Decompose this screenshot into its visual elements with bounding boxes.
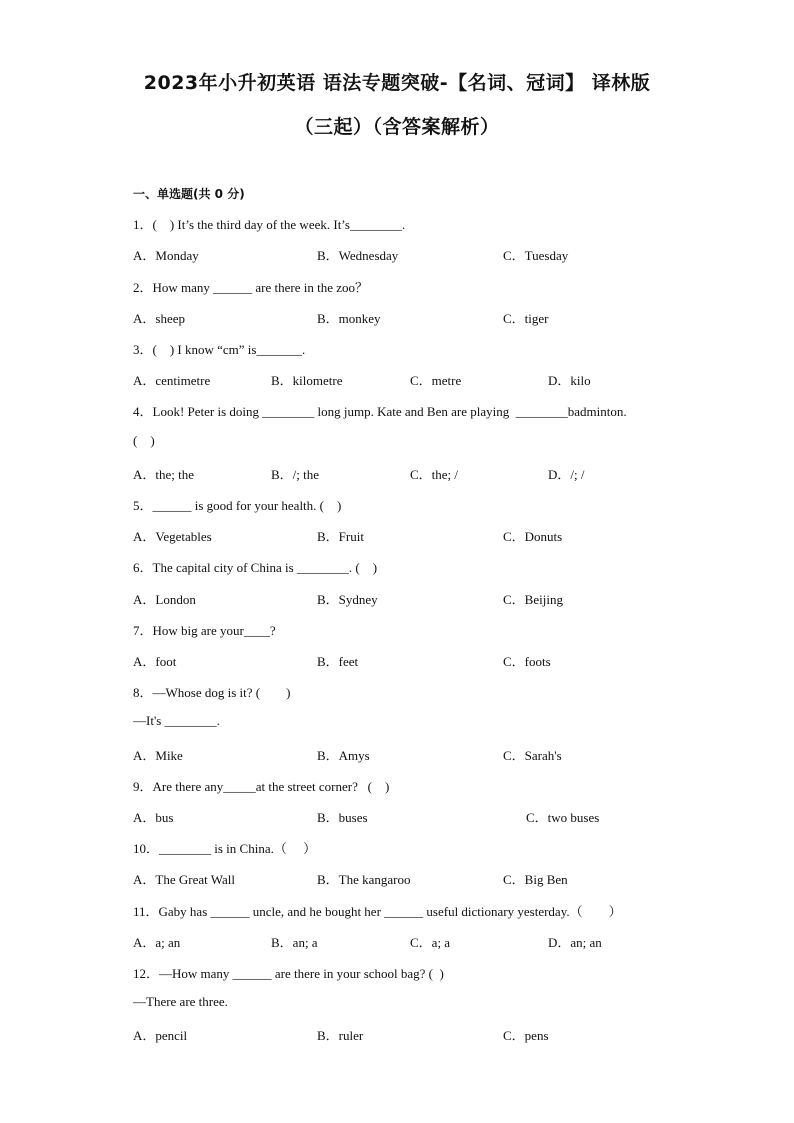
answer-option: A．Monday xyxy=(133,248,199,263)
answer-option: C．Beijing xyxy=(503,592,563,607)
answer-option: A．bus xyxy=(133,810,174,825)
question-stem: 10．________ is in China.（ ） xyxy=(133,841,317,856)
answer-option: B．kilometre xyxy=(271,373,343,388)
answer-option: A．Mike xyxy=(133,748,183,763)
answer-option: C．foots xyxy=(503,654,551,669)
answer-option: B．an; a xyxy=(271,935,318,950)
question-continuation: —It's ________. xyxy=(133,713,220,728)
answer-option: C．Donuts xyxy=(503,529,563,544)
question-stem: 1．( ) It’s the third day of the week. It’s________. xyxy=(133,217,406,232)
question-continuation: ( ) xyxy=(133,433,155,448)
answer-option: A．London xyxy=(133,592,196,607)
answer-option: A．sheep xyxy=(133,311,185,326)
answer-option: B．ruler xyxy=(317,1028,364,1043)
answer-option: B．buses xyxy=(317,810,368,825)
answer-option: D．an; an xyxy=(548,935,602,950)
question-stem: 2．How many ______ are there in the zoo？ xyxy=(133,280,369,295)
answer-option: A．centimetre xyxy=(133,373,211,388)
question-stem: 3．( ) I know “cm” is_______. xyxy=(133,342,306,357)
answer-option: C．two buses xyxy=(526,810,600,825)
question-continuation: —There are three. xyxy=(133,994,228,1009)
question-stem: 5．______ is good for your health. ( ) xyxy=(133,498,342,513)
question-stem: 8．—Whose dog is it? ( ) xyxy=(133,685,291,700)
answer-option: C．Big Ben xyxy=(503,872,568,887)
answer-option: A．pencil xyxy=(133,1028,188,1043)
document-title-line-1: 2023年小升初英语 语法专题突破-【名词、冠词】 译林版 xyxy=(143,72,651,94)
question-stem: 6．The capital city of China is ________. ( ) xyxy=(133,560,378,575)
answer-option: A．foot xyxy=(133,654,177,669)
answer-option: B．feet xyxy=(317,654,359,669)
question-stem: 12．—How many ______ are there in your school bag? ( ) xyxy=(133,966,444,981)
answer-option: C．Tuesday xyxy=(503,248,569,263)
question-stem: 4．Look! Peter is doing ________ long jump. Kate and Ben are playing ________badminton. xyxy=(133,404,627,419)
answer-option: A．the; the xyxy=(133,467,195,482)
answer-option: B．Sydney xyxy=(317,592,378,607)
answer-option: C．the; / xyxy=(410,467,459,482)
answer-option: D．/; / xyxy=(548,467,585,482)
answer-option: C．metre xyxy=(410,373,462,388)
answer-option: B．monkey xyxy=(317,311,381,326)
answer-option: B．Wednesday xyxy=(317,248,399,263)
answer-option: A．The Great Wall xyxy=(133,872,235,887)
section-heading: 一、单选题(共 0 分) xyxy=(133,187,245,201)
answer-option: A．a; an xyxy=(133,935,181,950)
document-title-line-2: （三起）（含答案解析） xyxy=(294,116,500,138)
answer-option: A．Vegetables xyxy=(133,529,212,544)
answer-option: C．pens xyxy=(503,1028,549,1043)
question-stem: 7．How big are your____? xyxy=(133,623,276,638)
answer-option: C．tiger xyxy=(503,311,549,326)
answer-option: C．a; a xyxy=(410,935,451,950)
question-stem: 9．Are there any_____at the street corner? ( ) xyxy=(133,779,390,794)
answer-option: B．Amys xyxy=(317,748,370,763)
answer-option: B．Fruit xyxy=(317,529,364,544)
answer-option: B．/; the xyxy=(271,467,320,482)
answer-option: C．Sarah's xyxy=(503,748,562,763)
question-stem: 11．Gaby has ______ uncle, and he bought her ______ useful dictionary yesterday.（ ） xyxy=(133,904,622,919)
answer-option: B．The kangaroo xyxy=(317,872,411,887)
answer-option: D．kilo xyxy=(548,373,591,388)
